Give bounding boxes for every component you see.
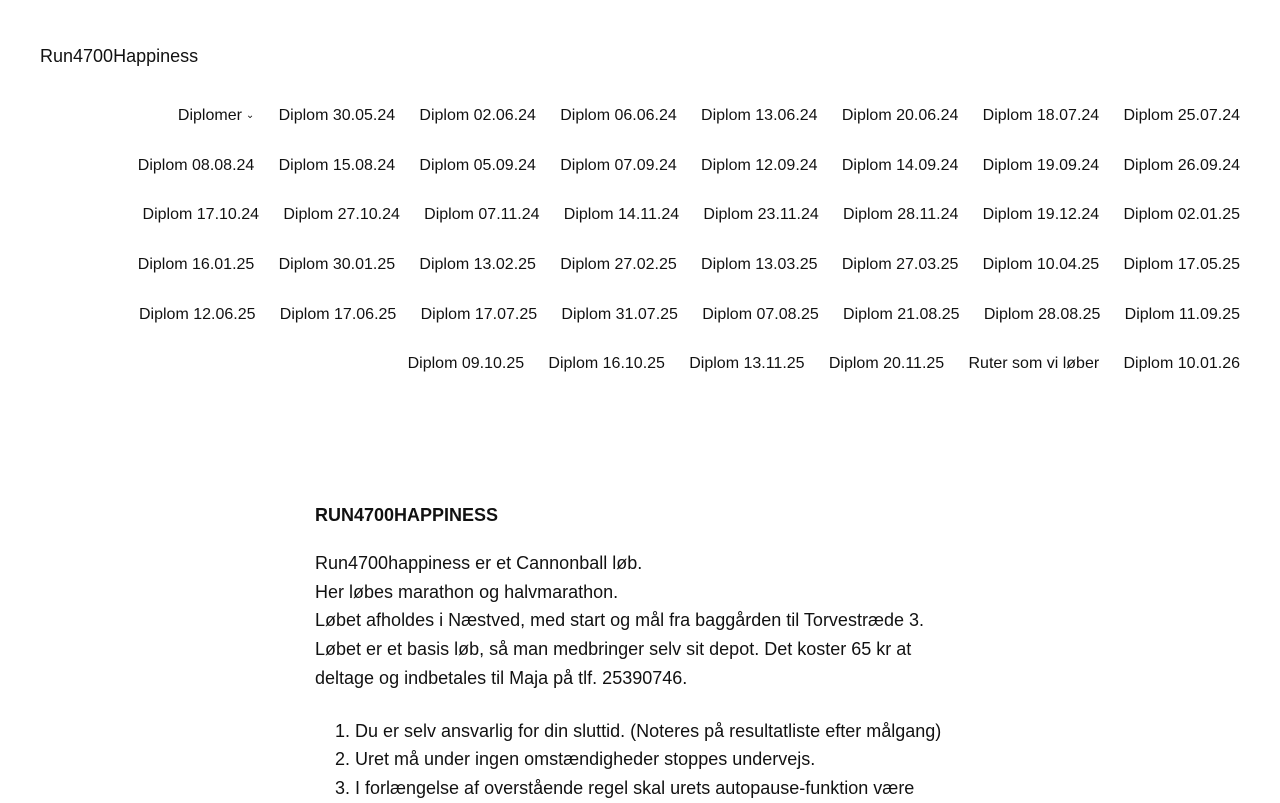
intro-line: Her løbes marathon og halvmarathon. — [315, 581, 619, 602]
nav-link[interactable]: Diplom 09.10.25 — [407, 355, 525, 373]
intro-paragraph — [315, 549, 965, 693]
nav-link[interactable]: Diplom 26.09.24 — [1123, 156, 1240, 174]
nav-link[interactable]: Diplom 17.07.25 — [420, 305, 538, 323]
nav-link[interactable]: Diplom 10.04.25 — [982, 255, 1100, 273]
rules-list — [315, 717, 965, 803]
nav-link[interactable]: Diplom 08.08.24 — [137, 156, 255, 174]
nav-link[interactable]: Diplom 18.07.24 — [982, 106, 1100, 124]
nav-link[interactable]: Diplom 12.09.24 — [701, 156, 818, 174]
nav-link[interactable]: Diplom 17.10.24 — [142, 206, 260, 224]
nav-link[interactable]: Diplom 15.08.24 — [278, 156, 396, 174]
nav-link[interactable]: Diplom 07.09.24 — [560, 156, 677, 174]
nav-link[interactable]: Diplom 25.07.24 — [1123, 106, 1240, 124]
nav-link[interactable]: Diplom 23.11.24 — [703, 206, 819, 224]
nav-link[interactable]: Diplom 13.02.25 — [419, 255, 536, 273]
nav-dropdown-diplomer[interactable] — [178, 91, 254, 141]
nav-link[interactable]: Diplom 19.09.24 — [982, 156, 1100, 174]
nav-link[interactable]: Diplom 27.10.24 — [283, 206, 400, 224]
intro-line: Løbet afholdes i Næstved, med start og mål fra baggården til Torvestræde 3. — [315, 610, 924, 631]
nav-link[interactable]: Diplom 14.09.24 — [841, 156, 959, 174]
nav-link[interactable]: Diplom 06.06.24 — [560, 106, 677, 124]
intro-line: Løbet er et basis løb, så man medbringer selv sit depot. Det koster 65 kr at deltage og indbetales til Maja på tlf. 25390746. — [315, 639, 912, 688]
nav-link[interactable]: Diplom 16.10.25 — [548, 355, 665, 373]
nav-link[interactable]: Diplom 17.06.25 — [279, 305, 397, 323]
nav-link[interactable]: Diplom 20.11.25 — [828, 355, 945, 373]
nav-link[interactable]: Diplom 05.09.24 — [419, 156, 536, 174]
page-heading: RUN4700HAPPINESS — [315, 505, 499, 525]
nav-link[interactable]: Diplom 13.06.24 — [701, 106, 818, 124]
nav-link[interactable]: Diplom 16.01.25 — [137, 255, 255, 273]
rule-item: 3. I forlængelse af overstående regel skal urets autopause-funktion være — [355, 774, 965, 803]
nav-link[interactable]: Diplom 10.01.26 — [1123, 355, 1240, 373]
nav-link[interactable]: Diplom 07.11.24 — [424, 206, 540, 224]
intro-line: Run4700happiness er et Cannonball løb. — [315, 553, 643, 573]
nav-link[interactable]: Diplom 13.03.25 — [701, 255, 818, 273]
nav-link[interactable]: Diplom 07.08.25 — [702, 305, 819, 323]
nav-link[interactable]: Diplom 30.01.25 — [278, 255, 396, 273]
nav-link[interactable]: Diplom 21.08.25 — [843, 305, 960, 323]
rule-item: 2. Uret må under ingen omstændigheder stoppes undervejs. — [355, 745, 965, 774]
nav-link[interactable]: Ruter som vi løber — [968, 355, 1100, 373]
nav-link[interactable]: Diplom 20.06.24 — [841, 106, 959, 124]
nav-link[interactable]: Diplom 28.11.24 — [843, 206, 959, 224]
nav-link[interactable]: Diplom 30.05.24 — [278, 106, 396, 124]
nav-link[interactable]: Diplom 11.09.25 — [1124, 305, 1240, 323]
nav-link[interactable]: Diplom 27.02.25 — [560, 255, 677, 273]
nav-link[interactable]: Diplom 31.07.25 — [561, 305, 678, 323]
nav-link[interactable]: Diplom 19.12.24 — [982, 206, 1100, 224]
nav-link[interactable]: Diplom 13.11.25 — [689, 355, 805, 373]
rule-item: 1. Du er selv ansvarlig for din sluttid. (Noteres på resultatliste efter målgang) — [355, 717, 965, 746]
nav-link[interactable]: Diplom 27.03.25 — [841, 255, 959, 273]
main-navigation — [40, 91, 1240, 389]
chevron-down-icon[interactable]: ⌄ — [245, 109, 255, 121]
nav-link[interactable]: Diplom 02.01.25 — [1123, 206, 1240, 224]
nav-dropdown-label: Diplomer — [177, 106, 242, 124]
site-title-link[interactable]: Run4700Happiness — [40, 46, 199, 66]
nav-link[interactable]: Diplom 28.08.25 — [983, 305, 1101, 323]
nav-link[interactable]: Diplom 12.06.25 — [138, 305, 256, 323]
nav-link[interactable]: Diplom 14.11.24 — [563, 206, 680, 224]
nav-link[interactable]: Diplom 17.05.25 — [1123, 255, 1240, 273]
nav-link[interactable]: Diplom 02.06.24 — [419, 106, 536, 124]
main-content — [315, 503, 965, 803]
